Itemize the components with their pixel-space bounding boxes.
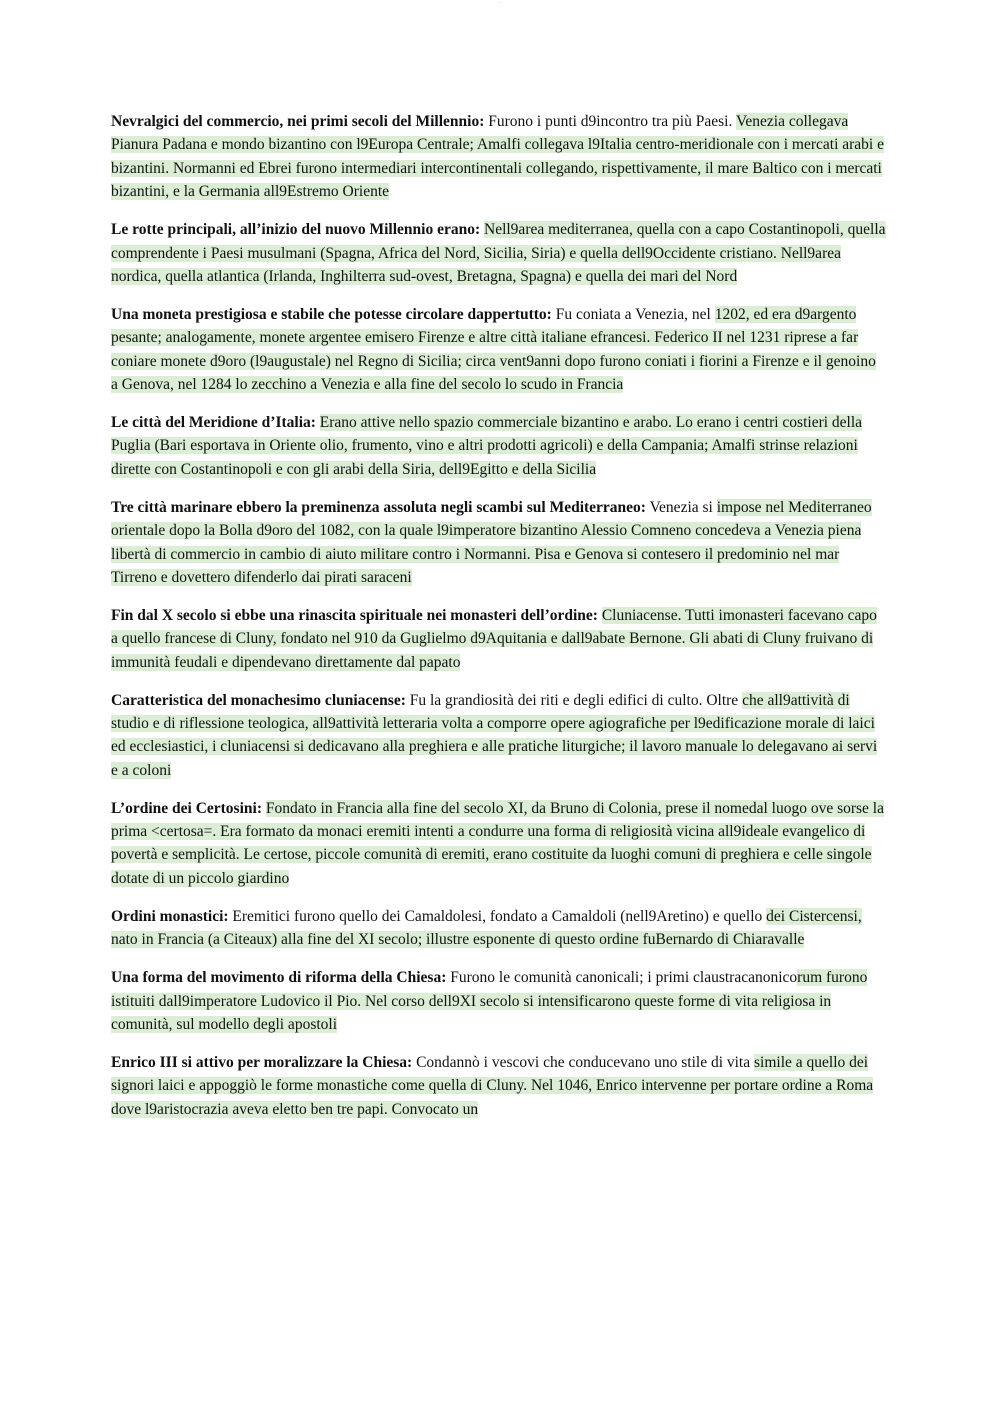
highlighted-text: Cluniacense. Tutti imonasteri facevano capo a quello francese di Cluny, fondato nel 910 da Guglielmo d9Aquitania e dall9abate Bernone. Gli abati di Cluny fruivano di immunità feudali e dipendevano direttamente dal papato <box>111 606 877 671</box>
highlighted-text: Erano attive nello spazio commerciale bizantino e arabo. Lo erano i centri costieri della Puglia (Bari esportava in Oriente olio, frumento, vino e altri prodotti agricoli) e della Campania; Amalfi strinse relazioni dirette con Costantinopoli e con gli arabi della Siria, dell9Egitto e della Sicilia <box>111 413 863 478</box>
paragraph-moneta <box>111 303 886 397</box>
highlighted-text: Nell9area mediterranea, quella con a capo Costantinopoli, quella comprendente i Paesi musulmani (Spagna, Africa del Nord, Sicilia, Siria) e quella dell9Occidente cristiano. Nell9area nordica, quella atlantica (Irlanda, Inghilterra sud-ovest, Bretagna, Spagna) e quella dei mari del Nord <box>111 221 886 285</box>
highlighted-text: rum furono istituiti dall9imperatore Ludovico il Pio. Nel corso dell9XI secolo si intensificarono queste forme di vita religiosa in comunità, sul modello degli apostoli <box>111 969 868 1033</box>
paragraph-text: Fu la grandiosità dei riti e degli edifici di culto. Oltre <box>405 691 743 709</box>
paragraph-text: Furono i punti d9incontro tra più Paesi. <box>484 113 736 130</box>
paragraph-heading: Le città del Meridione d’Italia: <box>111 413 316 431</box>
paragraph-rinascita <box>111 604 886 674</box>
paragraph-commercio <box>111 110 886 204</box>
paragraph-heading: Ordini monastici: <box>111 907 229 925</box>
paragraph-ordini-monastici <box>111 905 886 952</box>
paragraph-heading: Le rotte principali, all’inizio del nuovo Millennio erano: <box>111 221 481 239</box>
paragraph-heading: Tre città marinare ebbero la preminenza assoluta negli scambi sul Mediterraneo: <box>111 498 646 516</box>
paragraph-text: Furono le comunità canonicali; i primi claustracanonico <box>446 969 798 987</box>
paragraph-heading: Una moneta prestigiosa e stabile che potesse circolare dappertutto: <box>111 305 552 323</box>
header-mark: - - - <box>497 0 503 4</box>
paragraph-text: Eremitici furono quello dei Camaldolesi, fondato a Camaldoli (nell9Aretino) e quello <box>228 907 767 925</box>
paragraph-heading: L’ordine dei Certosini: <box>111 799 262 817</box>
paragraph-text: Condannò i vescovi che conducevano uno stile di vita <box>412 1053 754 1071</box>
highlighted-text: Venezia collegava Pianura Padana e mondo bizantino con l9Europa Centrale; Amalfi collegava l9Italia centro-meridionale con i mercati arabi e bizantini. Normanni ed Ebrei furono intermediari intercontinentali collegando, rispettivamente, il mare Baltico con i mercati bizantini, e la Germania all9Estremo Oriente <box>111 113 884 201</box>
paragraph-heading: Nevralgici del commercio, nei primi secoli del Millennio: <box>111 113 485 130</box>
highlighted-text: dei Cistercensi, nato in Francia (a Citeaux) alla fine del XI secolo; illustre esponente di questo ordine fuBernardo di Chiaravalle <box>111 907 862 949</box>
highlighted-text: 1202, ed era d9argento pesante; analogamente, monete argentee emisero Firenze e altre città italiane efrancesi. Federico II nel 1231 riprese a far coniare monete d9oro (l9augustale) nel Regno di Sicilia; circa vent9anni dopo furono coniati i fiorini a Firenze e il genoino a Genova, nel 1284 lo zecchino a Venezia e alla fine del secolo lo scudo in Francia <box>111 305 876 394</box>
highlighted-text: simile a quello dei signori laici e appoggiò le forme monastiche come quella di Cluny. Nel 1046, Enrico intervenne per portare ordine a Roma dove l9aristocrazia aveva eletto ben tre papi. Convocato un <box>111 1053 874 1118</box>
paragraph-text: Venezia si <box>645 498 717 516</box>
highlighted-text: impose nel Mediterraneo orientale dopo la Bolla d9oro del 1082, con la quale l9imperatore bizantino Alessio Comneno concedeva a Venezia piena libertà di commercio in cambio di aiuto militare contro i Normanni. Pisa e Genova si contesero il predominio nel mar Tirreno e dovettero difenderlo dai pirati saraceni <box>111 498 872 586</box>
paragraph-rotte <box>111 218 886 288</box>
paragraph-text: Fu coniata a Venezia, nel <box>551 305 715 323</box>
paragraph-meridione <box>111 411 886 481</box>
highlighted-text: che all9attività di studio e di riflessione teologica, all9attività letteraria volta a comporre opere agiografiche per l9edificazione morale di laici ed ecclesiastici, i cluniacensi si dedicavano alla preghiera e alle pratiche liturgiche; il lavoro manuale lo delegavano ai servi e a coloni <box>111 691 878 779</box>
highlighted-text: Fondato in Francia alla fine del secolo XI, da Bruno di Colonia, prese il nomedal luogo ove sorse la prima <certosa=. Era formato da monaci eremiti intenti a condurre una forma di religiosità vicina all9ideale evangelico di povertà e semplicità. Le certose, piccole comunità di eremiti, erano costituite da luoghi comuni di preghiera e celle singole dotate di un piccolo giardino <box>111 799 884 887</box>
paragraph-citta-marinare <box>111 496 886 590</box>
paragraph-heading: Una forma del movimento di riforma della Chiesa: <box>111 969 447 987</box>
paragraph-riforma <box>111 966 886 1036</box>
paragraph-cluniacense <box>111 689 886 783</box>
document-body <box>111 110 886 1136</box>
paragraph-certosini <box>111 797 886 891</box>
paragraph-enrico-iii <box>111 1051 886 1121</box>
paragraph-heading: Fin dal X secolo si ebbe una rinascita spirituale nei monasteri dell’ordine: <box>111 606 598 624</box>
paragraph-heading: Caratteristica del monachesimo cluniacense: <box>111 691 406 709</box>
paragraph-heading: Enrico III si attivo per moralizzare la Chiesa: <box>111 1053 413 1071</box>
